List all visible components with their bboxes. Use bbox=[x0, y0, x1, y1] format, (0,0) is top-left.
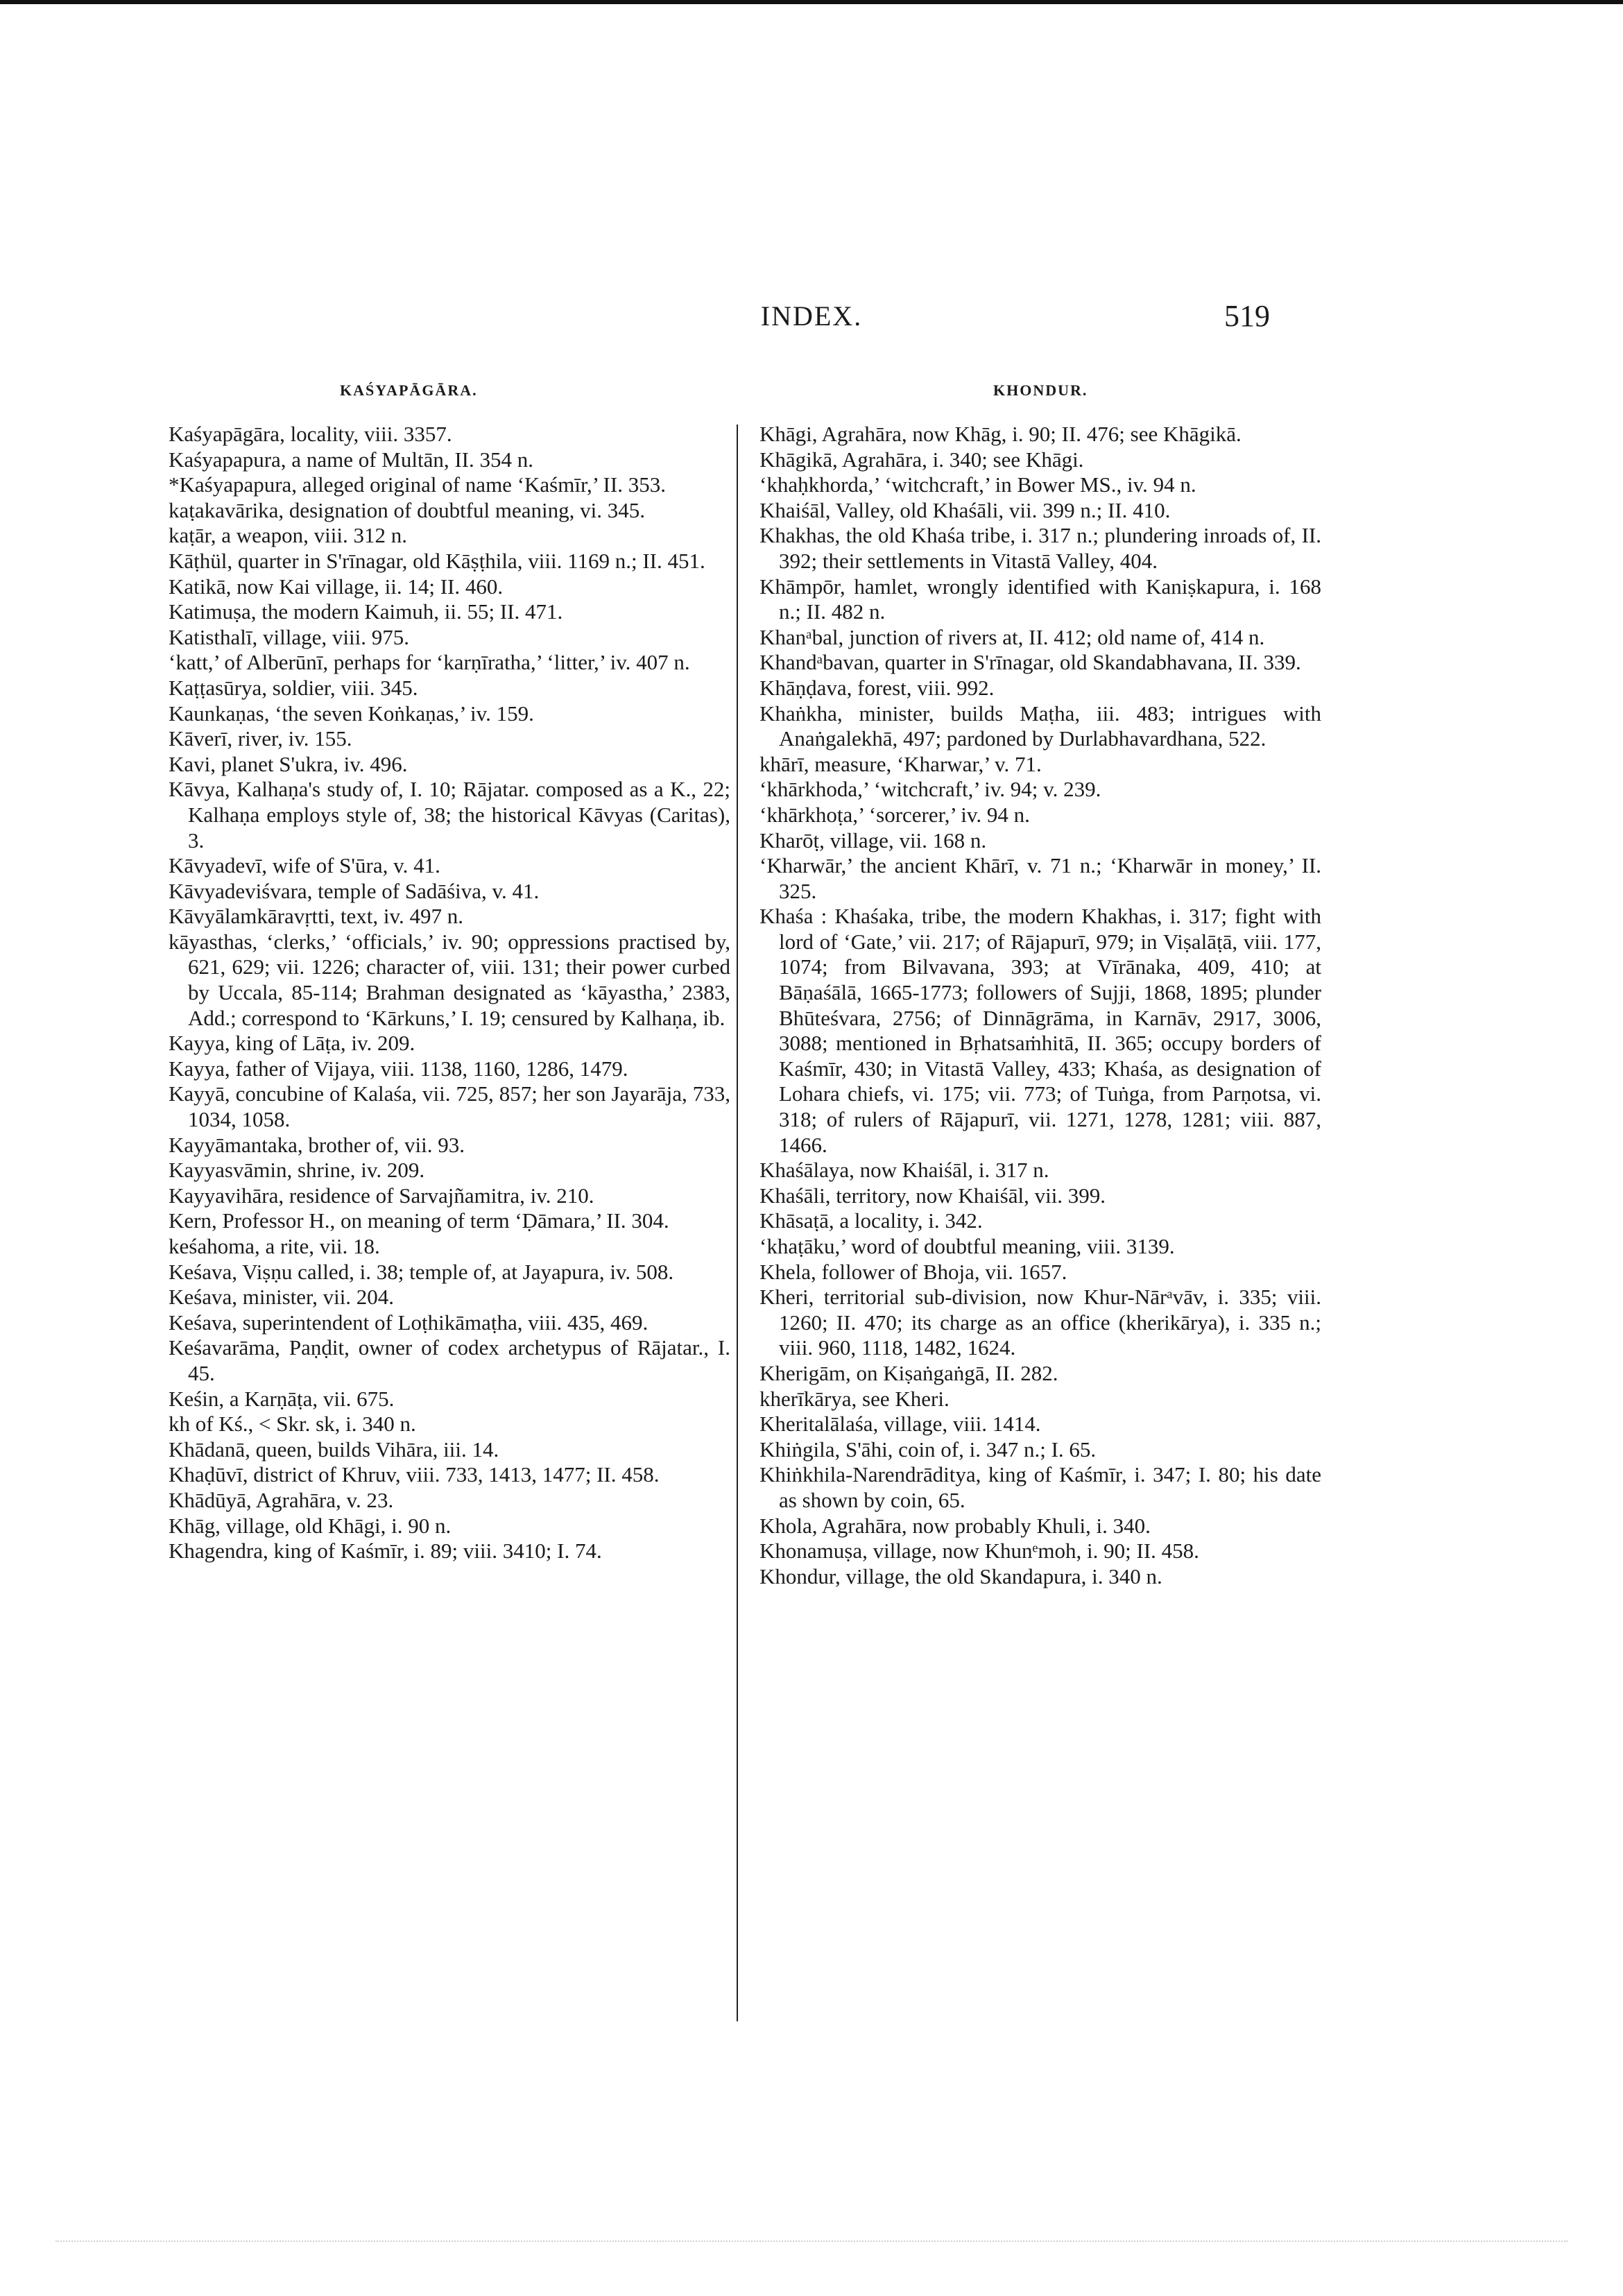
bottom-dotted-rule bbox=[55, 2241, 1568, 2242]
right-column-header: KHONDUR. bbox=[993, 382, 1088, 399]
top-border bbox=[0, 0, 1623, 4]
index-entry: ‘katt,’ of Alberūnī, perhaps for ‘karṇīratha,’ ‘litter,’ iv. 407 n. bbox=[169, 650, 690, 675]
index-entry: Kāṭhül, quarter in S'rīnagar, old Kāṣṭhila, viii. 1169 n.; II. 451. bbox=[169, 548, 705, 573]
index-entry: Kāverī, river, iv. 155. bbox=[169, 726, 352, 751]
page-number: 519 bbox=[1224, 299, 1270, 333]
index-entry: ‘Kharwār,’ the ancient Khārī, v. 71 n.; ‘Kharwār in money,’ II. 325. bbox=[759, 853, 1321, 903]
index-entry: Khaiśāl, Valley, old Khaśāli, vii. 399 n.; II. 410. bbox=[759, 497, 1171, 522]
index-entry: ‘khaṭāku,’ word of doubtful meaning, viii. 3139. bbox=[759, 1234, 1175, 1258]
index-entry: Khela, follower of Bhoja, vii. 1657. bbox=[759, 1259, 1067, 1284]
index-entry: Kayya, father of Vijaya, viii. 1138, 1160, 1286, 1479. bbox=[169, 1056, 628, 1081]
index-entry: Kāvyadeviśvara, temple of Sadāśiva, v. 41. bbox=[169, 878, 540, 903]
index-entry: Kern, Professor H., on meaning of term ‘Ḍāmara,’ II. 304. bbox=[169, 1208, 669, 1233]
index-entry: Keśava, superintendent of Loṭhikāmaṭha, viii. 435, 469. bbox=[169, 1310, 649, 1335]
index-entry: Kayya, king of Lāṭa, iv. 209. bbox=[169, 1031, 415, 1056]
index-entry: Khola, Agrahāra, now probably Khuli, i. 340. bbox=[759, 1513, 1151, 1538]
index-entry: Kherigām, on Kiṣaṅgaṅgā, II. 282. bbox=[759, 1360, 1058, 1385]
index-entry: *Kaśyapapura, alleged original of name ‘Kaśmīr,’ II. 353. bbox=[169, 472, 666, 497]
index-entry: Khiṅgila, S'āhi, coin of, i. 347 n.; I. 65. bbox=[759, 1437, 1097, 1462]
index-entry: Khaśālaya, now Khaiśāl, i. 317 n. bbox=[759, 1158, 1049, 1183]
index-entry: Keśava, minister, vii. 204. bbox=[169, 1285, 395, 1310]
index-entry: Kaunkaṇas, ‘the seven Koṅkaṇas,’ iv. 159. bbox=[169, 701, 534, 726]
index-entry: kaṭār, a weapon, viii. 312 n. bbox=[169, 523, 407, 548]
index-entry: Kāvyadevī, wife of S'ūra, v. 41. bbox=[169, 853, 440, 878]
index-entry: Kavi, planet S'ukra, iv. 496. bbox=[169, 751, 408, 776]
index-entry: Kaṭṭasūrya, soldier, viii. 345. bbox=[169, 675, 418, 700]
index-entry: Khaśāli, territory, now Khaiśāl, vii. 399. bbox=[759, 1183, 1106, 1208]
index-entry: kherīkārya, see Kheri. bbox=[759, 1386, 950, 1411]
index-entry: Khāsaṭā, a locality, i. 342. bbox=[759, 1208, 983, 1233]
index-entry: Khāmpōr, hamlet, wrongly identified with Kaniṣkapura, i. 168 n.; II. 482 n. bbox=[759, 574, 1321, 624]
index-entry: Kayyā, concubine of Kalaśa, vii. 725, 857; her son Jayarāja, 733, 1034, 1058. bbox=[169, 1081, 730, 1132]
index-entry: Khondur, village, the old Skandapura, i. 340 n. bbox=[759, 1563, 1162, 1588]
index-entry: Kāvyālamkāravṛtti, text, iv. 497 n. bbox=[169, 904, 463, 929]
index-entry: Keśava, Viṣṇu called, i. 38; temple of, at Jayapura, iv. 508. bbox=[169, 1259, 674, 1284]
left-column bbox=[169, 422, 730, 1564]
index-entry: Katimuṣa, the modern Kaimuh, ii. 55; II. 471. bbox=[169, 599, 563, 624]
index-entry: Kaśyapapura, a name of Multān, II. 354 n. bbox=[169, 447, 533, 472]
index-entry: Kaśyapāgāra, locality, viii. 3357. bbox=[169, 422, 452, 446]
index-entry: Khakhas, the old Khaśa tribe, i. 317 n.; plundering inroads of, II. 392; their settlements in Vitastā Valley, 404. bbox=[759, 523, 1321, 573]
index-entry: Khagendra, king of Kaśmīr, i. 89; viii. 3410; I. 74. bbox=[169, 1539, 602, 1563]
column-divider bbox=[737, 425, 738, 2021]
index-entry: Khaṅkha, minister, builds Maṭha, iii. 483; intrigues with Anaṅgalekhā, 497; pardoned by Durlabhavardhana, 522. bbox=[759, 701, 1321, 751]
index-entry: Keśin, a Karṇāṭa, vii. 675. bbox=[169, 1386, 395, 1411]
index-entry: Kheri, territorial sub-division, now Khur-Nārᵃvāv, i. 335; viii. 1260; II. 470; its charge as an office (kherikārya), i. 335 n.; viii. 960, 1118, 1482, 1624. bbox=[759, 1285, 1321, 1360]
index-entry: ‘khaḥkhorda,’ ‘witchcraft,’ in Bower MS., iv. 94 n. bbox=[759, 472, 1196, 497]
index-entry: Kāvya, Kalhaṇa's study of, I. 10; Rājatar. composed as a K., 22; Kalhaṇa employs style of, 38; the historical Kāvyas (Caritas), 3. bbox=[169, 777, 730, 853]
index-entry: khārī, measure, ‘Kharwar,’ v. 71. bbox=[759, 751, 1042, 776]
index-entry: Keśavarāma, Paṇḍit, owner of codex archetypus of Rājatar., I. 45. bbox=[169, 1335, 730, 1385]
index-entry: Kheritalālaśa, village, viii. 1414. bbox=[759, 1412, 1041, 1437]
index-entry: Khāgi, Agrahāra, now Khāg, i. 90; II. 476; see Khāgikā. bbox=[759, 422, 1242, 446]
index-entry: Kayyavihāra, residence of Sarvajñamitra, iv. 210. bbox=[169, 1183, 594, 1208]
right-column bbox=[759, 422, 1321, 1589]
index-entry: Khāgikā, Agrahāra, i. 340; see Khāgi. bbox=[759, 447, 1084, 472]
index-entry: kāyasthas, ‘clerks,’ ‘officials,’ iv. 90; oppressions practised by, 621, 629; vii. 1226; character of, viii. 131; their power curbed by Uccala, 85-114; Brahman designated as ‘kāyastha,’ 2383, Add.; correspond to ‘Kārkuns,’ I. 19; censured by Kalhaṇa, ib. bbox=[169, 929, 730, 1030]
index-entry: Khāg, village, old Khāgi, i. 90 n. bbox=[169, 1513, 452, 1538]
index-entry: Katisthalī, village, viii. 975. bbox=[169, 624, 409, 649]
index-entry: Khandᵃbavan, quarter in S'rīnagar, old Skandabhavana, II. 339. bbox=[759, 650, 1301, 675]
left-column-header: KAŚYAPĀGĀRA. bbox=[340, 382, 478, 399]
index-entry: ‘khārkhoda,’ ‘witchcraft,’ iv. 94; v. 239. bbox=[759, 777, 1101, 802]
index-entry: Khanᵃbal, junction of rivers at, II. 412; old name of, 414 n. bbox=[759, 624, 1265, 649]
index-entry: kaṭakavārika, designation of doubtful meaning, vi. 345. bbox=[169, 497, 645, 522]
index-entry: Khonamuṣa, village, now Khunᵉmoh, i. 90; II. 458. bbox=[759, 1539, 1199, 1563]
index-entry: Katikā, now Kai village, ii. 14; II. 460. bbox=[169, 574, 504, 599]
index-entry: ‘khārkhoṭa,’ ‘sorcerer,’ iv. 94 n. bbox=[759, 802, 1030, 827]
index-entry: Khaḍūvī, district of Khruv, viii. 733, 1413, 1477; II. 458. bbox=[169, 1462, 660, 1487]
index-entry: Khādūyā, Agrahāra, v. 23. bbox=[169, 1487, 394, 1512]
index-entry: Kayyāmantaka, brother of, vii. 93. bbox=[169, 1132, 465, 1157]
index-entry: Khaśa : Khaśaka, tribe, the modern Khakhas, i. 317; fight with lord of ‘Gate,’ vii. 217; of Rājapurī, 979; in Viṣalāṭā, viii. 177, 1074; from Bilvavana, 393; at Vīrānaka, 409, 410; at Bāṇaśālā, 1665-1773; followers of Sujji, 1868, 1895; plunder Bhūteśvara, 2756; of Dinnāgrāma, in Karnāv, 2917, 3006, 3088; mentioned in Bṛhatsaṁhitā, II. 365; occupy borders of Kaśmīr, 430; in Vitastā Valley, 433; Khaśa, as designation of Lohara chiefs, vi. 175; vii. 773; of Tuṅga, from Parṇotsa, vi. 318; of rulers of Rājapurī, vii. 1271, 1278, 1281; viii. 887, 1466. bbox=[759, 904, 1321, 1157]
index-entry: keśahoma, a rite, vii. 18. bbox=[169, 1234, 380, 1258]
index-entry: kh of Kś., < Skr. sk, i. 340 n. bbox=[169, 1412, 416, 1437]
index-entry: Khiṅkhila-Narendrāditya, king of Kaśmīr, i. 347; I. 80; his date as shown by coin, 65. bbox=[759, 1462, 1321, 1512]
index-entry: Kayyasvāmin, shrine, iv. 209. bbox=[169, 1158, 425, 1183]
index-entry: Khādanā, queen, builds Vihāra, iii. 14. bbox=[169, 1437, 499, 1462]
index-entry: Kharōṭ, village, vii. 168 n. bbox=[759, 828, 987, 853]
index-entry: Khāṇḍava, forest, viii. 992. bbox=[759, 675, 995, 700]
running-title: INDEX. bbox=[760, 300, 863, 332]
